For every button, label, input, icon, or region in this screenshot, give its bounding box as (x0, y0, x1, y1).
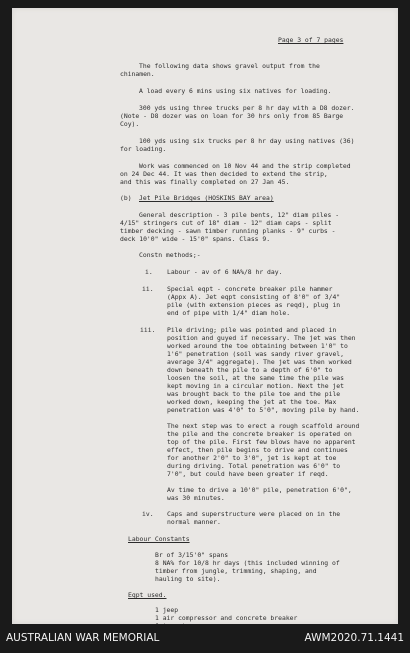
trucks-100-line-2: for loading. (120, 145, 167, 153)
item-i-line-1: Labour - av of 6 NA%/8 hr day. (167, 268, 283, 276)
labour-line-1: Br of 3/15'0" spans (155, 551, 229, 559)
document-page (12, 8, 398, 624)
iii-para2-line-5: for another 2'0" to 3'0", jet is kept at toe (167, 454, 337, 462)
iii-para2-line-4: effect, then pile begins to drive and continues (167, 446, 348, 454)
labour-line-3: timber from jungle, trimming, shaping, and (155, 567, 317, 575)
general-desc-line-3: timber decking - sawn timber running planks - 9" curbs - (120, 227, 336, 235)
item-iii-line-6: down beneath the pile to a depth of 6'0" to (167, 366, 333, 374)
labour-line-2: 8 NA% for 10/8 hr days (this included winning of (155, 559, 340, 567)
item-ii-line-2: (Appx A). Jet eqpt consisting of 8'0" of 3/4" (167, 293, 341, 301)
work-para-line-2: on 24 Dec 44. It was then decided to extend the strip, (120, 170, 328, 178)
general-desc-line-4: deck 10'0" wide - 15'0" spans. Class 9. (120, 235, 271, 243)
trucks-100-line-1: 100 yds using six trucks per 8 hr day using natives (36) (139, 137, 355, 145)
item-iii-num: iii. (140, 326, 156, 334)
eqpt-line-1: 1 jeep (155, 606, 179, 614)
iii-para2-line-3: top of the pile. First few blows have no apparent (167, 438, 356, 446)
item-iv-num: iv. (142, 510, 154, 518)
iii-para2-line-1: The next step was to erect a rough scaffold around (167, 422, 360, 430)
labour-line-4: hauling to site). (155, 575, 221, 583)
gravel-intro-line-2: chinamen. (120, 70, 155, 78)
eqpt-line-2: 1 air compressor and concrete breaker (155, 614, 298, 622)
item-iv-line-2: normal manner. (167, 518, 221, 526)
trucks-300-line-3: Coy). (120, 120, 140, 128)
item-i-num: i. (145, 268, 153, 276)
item-iii-line-2: position and guyed if necessary. The jet was then (167, 334, 356, 342)
iii-para2-line-2: the pile and the concrete breaker is operated on (167, 430, 352, 438)
load-line: A load every 6 mins using six natives for loading. (139, 87, 332, 95)
general-desc-line-2: 4/15" stringers cut of 18" diam - 12" diam caps - split (120, 219, 332, 227)
trucks-300-line-2: (Note - D8 dozer was on loan for 30 hrs only from 85 Barge (120, 112, 344, 120)
trucks-300-line-1: 300 yds using three trucks per 8 hr day with a D8 dozer. (139, 104, 355, 112)
iii-para2-line-7: 7'0", but could have been greater if reqd. (167, 470, 329, 478)
footer-institution: AUSTRALIAN WAR MEMORIAL (6, 632, 160, 644)
item-iii-line-7: loosen the soil, at the same time the pile was (167, 374, 344, 382)
general-desc-line-1: General description - 3 pile bents, 12" diam piles - (139, 211, 340, 219)
item-iii-line-4: 1'6" penetration (soil was sandy river gravel, (167, 350, 344, 358)
work-para-line-3: and this was finally completed on 27 Jan 45. (120, 178, 290, 186)
work-para-line-1: Work was commenced on 10 Nov 44 and the strip completed (139, 162, 351, 170)
item-iii-line-10: worked down, keeping the jet at the toe. Max (167, 398, 337, 406)
iii-para3-line-2: was 30 minutes. (167, 494, 225, 502)
item-iv-line-1: Caps and superstructure were placed on in the (167, 510, 341, 518)
item-iii-line-5: average 3/4" aggregate). The jet was then worked (167, 358, 352, 366)
eqpt-heading: Eqpt used. (128, 591, 167, 599)
iii-para3-line-1: Av time to drive a 10'0" pile, penetration 6'0", (167, 486, 352, 494)
item-ii-num: ii. (142, 285, 154, 293)
item-iii-line-1: Pile driving; pile was pointed and placed in (167, 326, 337, 334)
item-ii-line-4: end of pipe with 1/4" diam hole. (167, 309, 291, 317)
constn-methods: Constn methods;- (139, 251, 201, 259)
page-number: Page 3 of 7 pages (278, 36, 344, 44)
footer-bar (0, 624, 410, 653)
item-iii-line-11: penetration was 4'0" to 5'0", moving pile by hand. (167, 406, 360, 414)
section-b-prefix: (b) (120, 194, 132, 202)
footer-accession-number: AWM2020.71.1441 (304, 632, 404, 644)
gravel-intro-line-1: The following data shows gravel output from the (139, 62, 320, 70)
item-ii-line-3: pile (with extension pieces as reqd), plug in (167, 301, 341, 309)
iii-para2-line-6: during driving. Total penetration was 6'0" to (167, 462, 341, 470)
section-b-heading: Jet Pile Bridges (HOSKINS BAY area) (139, 194, 274, 202)
item-iii-line-3: worked around the toe obtaining between 1'0" to (167, 342, 348, 350)
item-ii-line-1: Special eqpt - concrete breaker pile hammer (167, 285, 333, 293)
labour-heading: Labour Constants (128, 535, 190, 543)
item-iii-line-8: kept moving in a circular motion. Next the jet (167, 382, 344, 390)
item-iii-line-9: was brought back to the pile toe and the pile (167, 390, 341, 398)
